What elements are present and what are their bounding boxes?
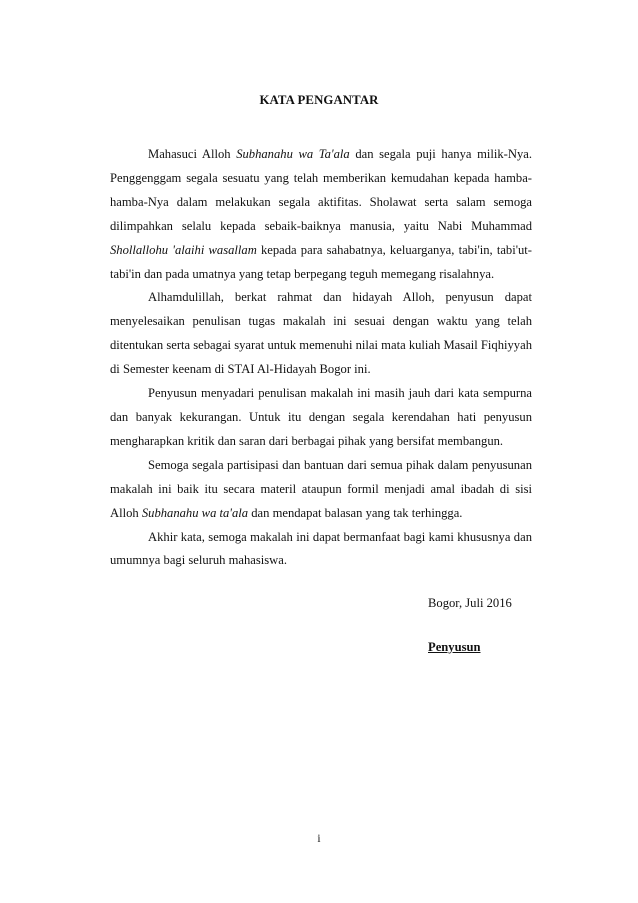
text-run: Akhir kata, semoga makalah ini dapat bermanfaat bagi kami khususnya dan umumnya bagi seluruh mahasiswa. [110, 529, 532, 568]
text-run: dan segala puji hanya milik-Nya. Penggenggam segala sesuatu yang telah memberikan kemudahan kepada hamba-hamba-Nya dalam melakukan segala aktifitas. Sholawat serta salam semoga dilimpahkan selalu kepada sebaik-baiknya manusia, yaitu Nabi Muhammad [110, 147, 533, 233]
text-run: kepada para sahabatnya, keluarganya, tabi'in, tabi'ut-tabi'in dan pada umatnya yang tetap berpegang teguh memegang risalahnya. [110, 242, 532, 281]
paragraph-1 [110, 143, 532, 286]
closing-signature: Penyusun [428, 640, 481, 654]
text-run: Semoga segala partisipasi dan bantuan dari semua pihak dalam penyusunan makalah ini baik itu secara materil ataupun formil menjadi amal ibadah di sisi Alloh [110, 457, 532, 520]
paragraph-3 [110, 382, 532, 454]
text-run: Alhamdulillah, berkat rahmat dan hidayah Alloh, penyusun dapat menyelesaikan penulisan tugas makalah ini sesuai dengan waktu yang telah ditentukan serta sebagai syarat untuk memenuhi nilai mata kuliah Masail Fiqhiyyah di Semester keenam di STAI Al-Hidayah Bogor ini. [110, 290, 532, 377]
italic-term: Shollallohu 'alaihi wasallam [110, 242, 257, 257]
document-body [110, 143, 532, 573]
italic-term: Subhanahu wa Ta'ala [236, 147, 350, 161]
paragraph-2 [110, 286, 532, 382]
closing-place-date: Bogor, Juli 2016 [428, 596, 512, 610]
text-run: Mahasuci Alloh [148, 147, 237, 161]
paragraph-5 [110, 526, 532, 574]
page-title: KATA PENGANTAR [259, 93, 379, 107]
paragraph-4 [110, 454, 532, 526]
page-number: i [317, 833, 321, 845]
italic-term: Subhanahu wa ta'ala [141, 505, 249, 520]
text-run: Penyusun menyadari penulisan makalah ini masih jauh dari kata sempurna dan banyak kekurangan. Untuk itu dengan segala kerendahan hati penyusun mengharapkan kritik dan saran dari berbagai pihak yang bersifat membangun. [110, 386, 532, 448]
text-run: dan mendapat balasan yang tak terhingga. [248, 505, 463, 520]
